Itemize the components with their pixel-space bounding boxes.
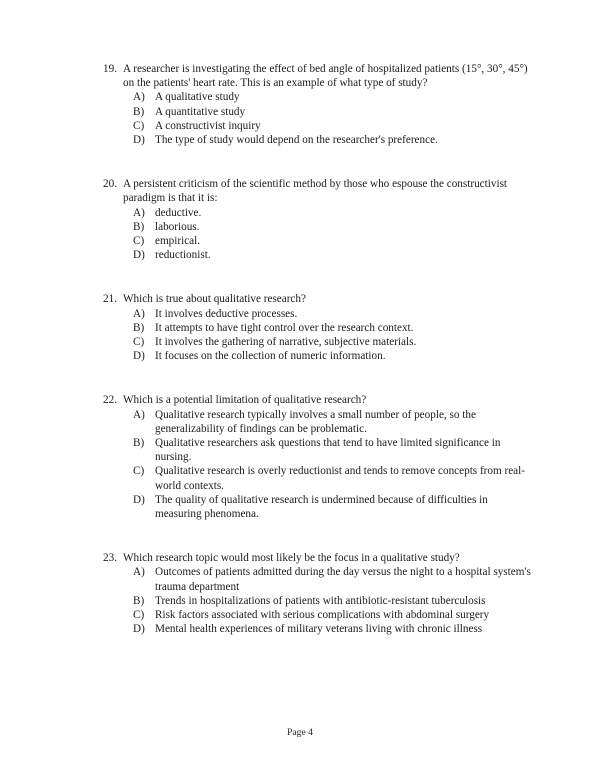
option-text: It attempts to have tight control over the research context. — [155, 321, 414, 334]
question-heading — [103, 292, 538, 306]
option-item[interactable] — [133, 248, 538, 262]
question-prompt: Which is true about qualitative research? — [123, 293, 306, 306]
option-list — [103, 565, 538, 636]
option-letter: B) — [133, 105, 145, 118]
option-letter: A) — [133, 91, 145, 104]
question-item — [103, 292, 538, 363]
option-text: Trends in hospitalizations of patients with antibiotic-resistant tuberculosis — [155, 594, 486, 607]
option-item[interactable] — [133, 608, 538, 622]
question-number: 23. — [103, 552, 117, 565]
question-heading — [103, 62, 538, 90]
question-list — [103, 62, 538, 653]
question-spacer — [103, 163, 538, 177]
option-item[interactable] — [133, 133, 538, 147]
option-text: A quantitative study — [155, 105, 246, 118]
option-letter: D) — [133, 249, 145, 262]
option-text: A constructivist inquiry — [155, 119, 261, 132]
option-item[interactable] — [133, 90, 538, 104]
option-text: laborious. — [155, 220, 200, 233]
question-number: 22. — [103, 394, 117, 407]
option-letter: A) — [133, 307, 145, 320]
option-text: The type of study would depend on the researcher's preference. — [155, 134, 438, 147]
page-footer — [0, 727, 600, 739]
option-letter: B) — [133, 437, 145, 450]
option-letter: C) — [133, 336, 145, 349]
option-text: Risk factors associated with serious complications with abdominal surgery — [155, 609, 490, 622]
question-item — [103, 62, 538, 147]
question-number: 21. — [103, 293, 117, 306]
option-text: The quality of qualitative research is undermined because of difficulties in measuring phenomena. — [155, 493, 488, 521]
option-list — [103, 90, 538, 147]
option-item[interactable] — [133, 436, 538, 464]
option-letter: D) — [133, 134, 145, 147]
option-text: reductionist. — [155, 249, 211, 262]
option-list — [103, 408, 538, 522]
option-item[interactable] — [133, 565, 538, 593]
option-item[interactable] — [133, 321, 538, 335]
option-text: It focuses on the collection of numeric information. — [155, 350, 386, 363]
option-item[interactable] — [133, 307, 538, 321]
option-letter: C) — [133, 119, 145, 132]
option-item[interactable] — [133, 594, 538, 608]
option-item[interactable] — [133, 335, 538, 349]
option-text: It involves deductive processes. — [155, 307, 298, 320]
page-number-label: Page 4 — [287, 727, 313, 738]
question-prompt: A persistent criticism of the scientific method by those who espouse the constructivist paradigm is that it is: — [123, 178, 508, 205]
question-item — [103, 177, 538, 262]
option-item[interactable] — [133, 206, 538, 220]
option-letter: D) — [133, 350, 145, 363]
option-text: Qualitative research is overly reductionist and tends to remove concepts from real-world contexts. — [155, 465, 525, 492]
option-text: Qualitative research typically involves a small number of people, so the generalizability of findings can be problematic. — [155, 408, 476, 435]
option-letter: B) — [133, 321, 145, 334]
option-text: empirical. — [155, 235, 201, 248]
option-list — [103, 307, 538, 364]
option-item[interactable] — [133, 349, 538, 363]
option-text: It involves the gathering of narrative, subjective materials. — [155, 336, 417, 349]
option-letter: C) — [133, 235, 145, 248]
question-item — [103, 393, 538, 521]
question-spacer — [103, 537, 538, 551]
option-letter: A) — [133, 408, 145, 421]
option-letter: D) — [133, 623, 145, 636]
question-heading — [103, 551, 538, 565]
option-item[interactable] — [133, 622, 538, 636]
option-item[interactable] — [133, 493, 538, 521]
option-letter: B) — [133, 594, 145, 607]
question-number: 19. — [103, 63, 117, 75]
option-text: deductive. — [155, 206, 202, 219]
option-letter: C) — [133, 609, 145, 622]
option-item[interactable] — [133, 105, 538, 119]
option-text: Mental health experiences of military veterans living with chronic illness — [155, 623, 483, 636]
option-text: Outcomes of patients admitted during the day versus the night to a hospital system's trauma department — [155, 566, 531, 593]
question-heading — [103, 177, 538, 205]
option-text: A qualitative study — [155, 91, 240, 104]
option-item[interactable] — [133, 220, 538, 234]
question-prompt: Which research topic would most likely be the focus in a qualitative study? — [123, 552, 460, 565]
option-letter: B) — [133, 220, 145, 233]
question-number: 20. — [103, 178, 117, 191]
option-list — [103, 206, 538, 263]
question-prompt: Which is a potential limitation of qualitative research? — [123, 394, 367, 407]
option-text: Qualitative researchers ask questions that tend to have limited significance in nursing. — [155, 437, 501, 464]
option-item[interactable] — [133, 234, 538, 248]
option-letter: A) — [133, 566, 145, 579]
option-letter: C) — [133, 465, 145, 478]
question-prompt: A researcher is investigating the effect of bed angle of hospitalized patients (15°, 30°, 45°) on the patients' heart rate. This is an example of what type of study? — [123, 63, 528, 90]
option-item[interactable] — [133, 464, 538, 492]
option-letter: A) — [133, 206, 145, 219]
option-letter: D) — [133, 493, 145, 506]
option-item[interactable] — [133, 408, 538, 436]
question-heading — [103, 393, 538, 407]
option-item[interactable] — [133, 119, 538, 133]
question-spacer — [103, 278, 538, 292]
question-spacer — [103, 379, 538, 393]
question-item — [103, 551, 538, 636]
